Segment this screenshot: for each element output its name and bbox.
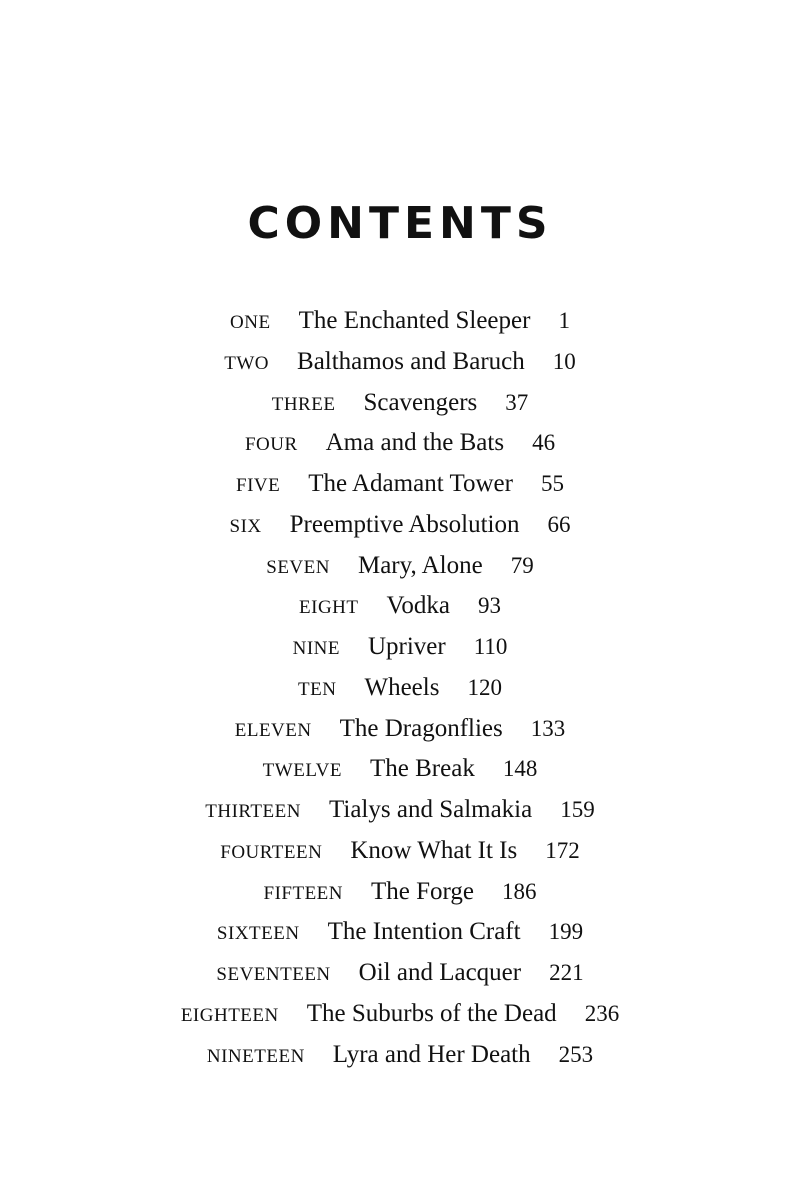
toc-entry[interactable]: [0, 627, 800, 668]
chapter-number: TWO: [224, 352, 270, 374]
chapter-page-number: 172: [545, 837, 580, 863]
chapter-number: SIX: [229, 515, 262, 537]
chapter-page-number: 186: [502, 878, 537, 904]
chapter-title: The Break: [370, 755, 475, 783]
chapter-page-number: 110: [473, 634, 508, 659]
chapter-number: FOURTEEN: [220, 841, 323, 863]
chapter-page-number: 236: [584, 1000, 620, 1026]
chapter-number: EIGHT: [299, 597, 359, 619]
chapter-page-number: 37: [505, 389, 529, 415]
chapter-number: ONE: [230, 312, 271, 333]
chapter-number: EIGHTEEN: [180, 1004, 279, 1026]
toc-entry[interactable]: [0, 831, 800, 872]
chapter-title: Wheels: [364, 673, 440, 701]
chapter-title: The Forge: [371, 877, 474, 905]
chapter-page-number: 159: [560, 797, 595, 822]
chapter-page-number: 221: [549, 960, 584, 985]
chapter-number: THREE: [271, 393, 336, 415]
toc-entry[interactable]: [0, 872, 800, 913]
chapter-page-number: 79: [510, 552, 534, 578]
toc-entry[interactable]: [0, 383, 800, 424]
toc-entry[interactable]: [0, 668, 800, 709]
page-title: CONTENTS: [247, 198, 553, 249]
chapter-title: Vodka: [386, 592, 450, 620]
chapter-page-number: 120: [467, 674, 502, 700]
chapter-title: Lyra and Her Death: [332, 1040, 531, 1068]
chapter-number: SEVEN: [266, 556, 330, 578]
table-of-contents: [0, 301, 800, 1075]
chapter-page-number: 46: [532, 430, 556, 456]
chapter-number: NINETEEN: [206, 1045, 305, 1067]
toc-entry[interactable]: [0, 994, 800, 1035]
chapter-number: ELEVEN: [234, 719, 312, 741]
chapter-title: The Intention Craft: [327, 918, 521, 946]
toc-entry[interactable]: [0, 342, 800, 383]
chapter-page-number: 10: [552, 348, 576, 374]
toc-entry[interactable]: [0, 586, 800, 627]
chapter-page-number: 199: [548, 919, 584, 945]
chapter-title: Balthamos and Baruch: [297, 347, 525, 375]
toc-entry[interactable]: [0, 709, 800, 750]
chapter-title: Oil and Lacquer: [358, 959, 522, 986]
toc-entry[interactable]: [0, 423, 800, 464]
chapter-number: NINE: [292, 638, 340, 659]
chapter-page-number: 66: [547, 511, 571, 537]
chapter-title: The Adamant Tower: [308, 470, 513, 497]
toc-entry[interactable]: [0, 301, 800, 342]
chapter-title: The Dragonflies: [339, 714, 503, 742]
chapter-title: The Enchanted Sleeper: [298, 307, 531, 334]
toc-entry[interactable]: [0, 1035, 800, 1076]
toc-entry[interactable]: [0, 749, 800, 790]
chapter-number: TEN: [298, 678, 337, 700]
chapter-number: TWELVE: [262, 760, 343, 782]
chapter-number: THIRTEEN: [205, 801, 301, 822]
toc-entry[interactable]: [0, 912, 800, 953]
chapter-title: Scavengers: [363, 388, 478, 416]
chapter-number: FIVE: [236, 475, 281, 496]
toc-entry[interactable]: [0, 953, 800, 994]
toc-entry[interactable]: [0, 505, 800, 546]
chapter-page-number: 148: [502, 756, 538, 782]
chapter-page-number: 253: [558, 1041, 594, 1067]
chapter-title: Upriver: [367, 633, 446, 660]
toc-entry[interactable]: [0, 464, 800, 505]
chapter-number: FOUR: [244, 434, 298, 456]
chapter-title: Know What It Is: [350, 836, 518, 864]
chapter-title: Ama and the Bats: [325, 429, 505, 457]
toc-entry[interactable]: [0, 546, 800, 587]
chapter-number: SEVENTEEN: [216, 964, 331, 985]
chapter-title: Tialys and Salmakia: [328, 796, 533, 823]
chapter-page-number: 55: [540, 471, 564, 496]
chapter-page-number: 1: [558, 308, 570, 333]
chapter-title: The Suburbs of the Dead: [306, 999, 557, 1027]
chapter-title: Preemptive Absolution: [289, 510, 520, 538]
chapter-number: SIXTEEN: [216, 923, 300, 945]
chapter-title: Mary, Alone: [357, 551, 483, 579]
chapter-number: FIFTEEN: [263, 882, 343, 904]
toc-entry[interactable]: [0, 790, 800, 831]
chapter-page-number: 93: [477, 593, 501, 619]
chapter-page-number: 133: [530, 715, 566, 741]
